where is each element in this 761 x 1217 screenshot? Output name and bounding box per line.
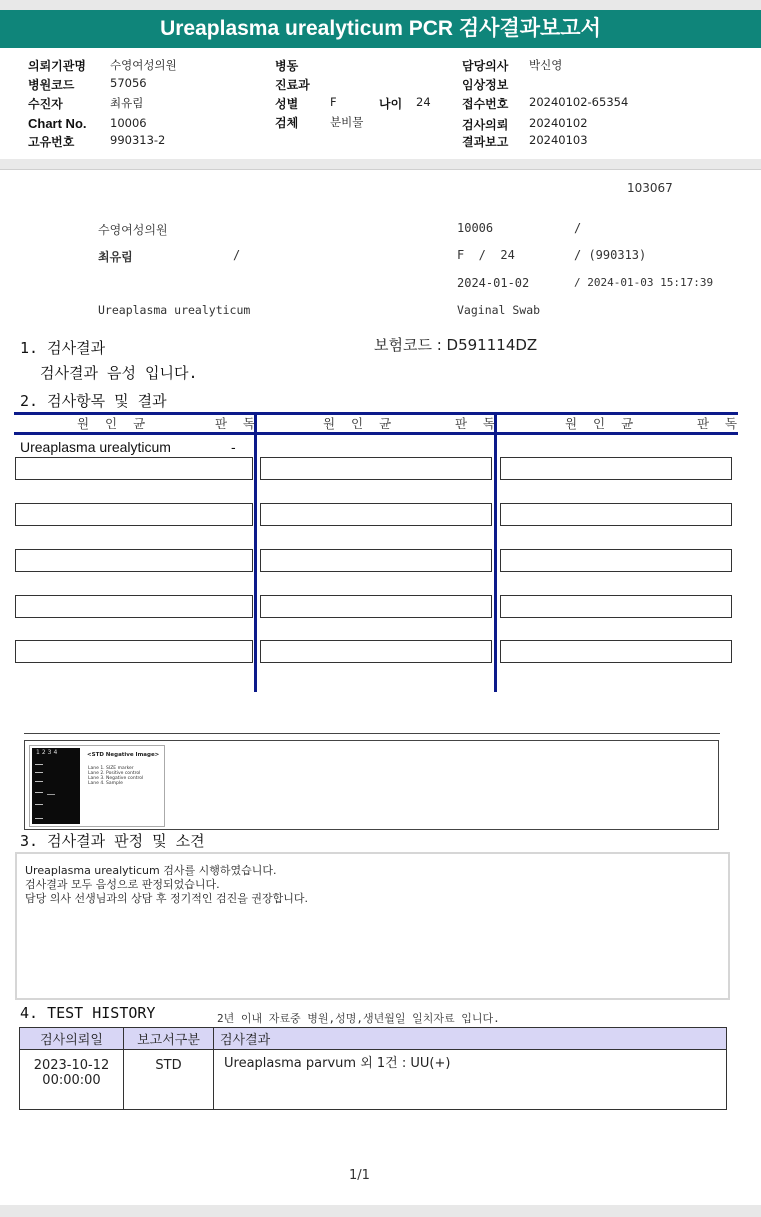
doctor-label: 담당의사: [462, 59, 509, 73]
receipt-no-label: 접수번호: [462, 97, 509, 111]
history-col-date: 검사의뢰일: [20, 1028, 124, 1050]
institution-label: 의뢰기관명: [28, 59, 86, 73]
institution-value: 수영여성의원: [110, 58, 177, 72]
empty-result-box: [260, 457, 492, 480]
finding-line: Ureaplasma urealyticum 검사를 시행하였습니다.: [25, 864, 277, 877]
patient-value: 최유림: [110, 96, 144, 110]
empty-result-box: [260, 503, 492, 526]
empty-result-box: [15, 640, 253, 663]
summary-specimen: Vaginal Swab: [457, 303, 541, 317]
gel-band: [35, 772, 43, 773]
result-row-judgement: -: [231, 439, 236, 455]
history-row: [20, 1050, 727, 1110]
gel-image: [29, 745, 165, 827]
empty-result-box: [260, 640, 492, 663]
empty-result-box: [260, 595, 492, 618]
gel-band: [35, 792, 43, 793]
gel-band: [35, 818, 43, 819]
col3-judgement-header: 판 독: [697, 416, 744, 431]
header-separator-line: [0, 169, 761, 170]
specimen-value: 분비물: [330, 115, 364, 129]
history-date-cell: [20, 1050, 124, 1110]
test-history-table: [19, 1027, 727, 1110]
gel-legend: Lane 1. SIZE marker Lane 2. Positive control Lane 3. Negative control Lane 4. Sample: [88, 766, 144, 786]
section3-title: 3. 검사결과 판정 및 소견: [20, 832, 205, 850]
summary-test-name: Ureaplasma urealyticum: [98, 303, 251, 317]
history-result: Ureaplasma parvum 외 1건 : UU(+): [214, 1050, 727, 1110]
table-divider-2: [494, 412, 497, 692]
summary-report-datetime: / 2024-01-03 15:17:39: [574, 276, 714, 289]
empty-result-box: [15, 549, 253, 572]
chart-value: 10006: [110, 116, 147, 130]
section1-title: 1. 검사결과: [20, 339, 106, 357]
specimen-label: 검체: [275, 116, 299, 130]
gel-band: [47, 794, 55, 795]
summary-patient-slash: /: [233, 248, 241, 262]
col1-pathogen-header: 원 인 균: [77, 416, 152, 431]
empty-result-box: [15, 457, 253, 480]
section2-title: 2. 검사항목 및 결과: [20, 392, 167, 410]
sex-label: 성별: [275, 97, 299, 111]
hospital-code-value: 57056: [110, 76, 147, 90]
gel-band: [35, 764, 43, 765]
receipt-no-value: 20240102-65354: [529, 95, 629, 109]
age-label: 나이: [379, 97, 403, 111]
doctor-value: 박신영: [529, 58, 563, 72]
gel-caption: <STD Negative Image>: [87, 752, 160, 758]
summary-chart-no: 10006: [457, 221, 494, 235]
chart-label: Chart No.: [28, 116, 87, 131]
empty-result-box: [15, 503, 253, 526]
history-header-row: [20, 1028, 727, 1050]
col2-pathogen-header: 원 인 균: [323, 416, 398, 431]
page-number: 1/1: [349, 1168, 370, 1183]
clinical-info-label: 임상정보: [462, 78, 509, 92]
bottom-strip: [0, 1205, 761, 1217]
gel-photo: [32, 748, 80, 824]
dept-label: 진료과: [275, 78, 310, 92]
report-value: 20240103: [529, 133, 588, 147]
sex-value: F: [330, 95, 337, 109]
empty-result-box: [15, 595, 253, 618]
finding-line: 담당 의사 선생님과의 상담 후 정기적인 검진을 권장합니다.: [25, 892, 308, 905]
unique-no-value: 990313-2: [110, 133, 166, 147]
hospital-code-label: 병원코드: [28, 78, 75, 92]
history-col-type: 보고서구분: [124, 1028, 214, 1050]
report-label: 결과보고: [462, 135, 509, 149]
empty-result-box: [260, 549, 492, 572]
request-label: 검사의뢰: [462, 118, 509, 132]
finding-line: 검사결과 모두 음성으로 판정되었습니다.: [25, 878, 220, 891]
empty-result-box: [500, 503, 732, 526]
summary-slash: /: [574, 221, 582, 235]
request-value: 20240102: [529, 116, 588, 130]
empty-result-box: [500, 457, 732, 480]
summary-birth: / (990313): [574, 248, 647, 262]
summary-institution: 수영여성의원: [98, 223, 168, 237]
unique-no-label: 고유번호: [28, 135, 75, 149]
summary-sex-age: F / 24: [457, 248, 515, 262]
col3-pathogen-header: 원 인 균: [565, 416, 640, 431]
document-number: 103067: [627, 181, 673, 195]
summary-request-date: 2024-01-02: [457, 276, 530, 290]
empty-result-box: [500, 640, 732, 663]
history-time: 00:00:00: [42, 1073, 101, 1088]
empty-result-box: [500, 595, 732, 618]
image-area-rule: [24, 733, 720, 734]
col1-judgement-header: 판 독: [215, 416, 262, 431]
table-header-rule: [14, 432, 738, 435]
history-col-result: 검사결과: [214, 1028, 727, 1050]
history-note: 2년 이내 자료중 병원,성명,생년월일 일치자료 입니다.: [217, 1012, 500, 1025]
section4-title: 4. TEST HISTORY: [20, 1004, 156, 1022]
gel-band: [35, 804, 43, 805]
ward-label: 병동: [275, 59, 299, 73]
col2-judgement-header: 판 독: [455, 416, 502, 431]
insurance-code: 보험코드 : D591114DZ: [374, 336, 538, 354]
gel-band: [35, 781, 43, 782]
age-value: 24: [416, 95, 431, 109]
result-text: 검사결과 음성 입니다.: [40, 364, 198, 382]
header-separator: [0, 159, 761, 169]
report-title: Ureaplasma urealyticum PCR 검사결과보고서: [0, 10, 761, 48]
findings-box: [15, 852, 730, 1000]
result-row-pathogen: Ureaplasma urealyticum: [20, 439, 171, 455]
empty-result-box: [500, 549, 732, 572]
gel-lane-numbers: 1234: [36, 749, 60, 756]
patient-label: 수진자: [28, 97, 63, 111]
table-divider-1: [254, 412, 257, 692]
history-type: STD: [124, 1050, 214, 1110]
history-date: 2023-10-12: [33, 1058, 110, 1073]
summary-patient: 최유림: [98, 250, 133, 264]
